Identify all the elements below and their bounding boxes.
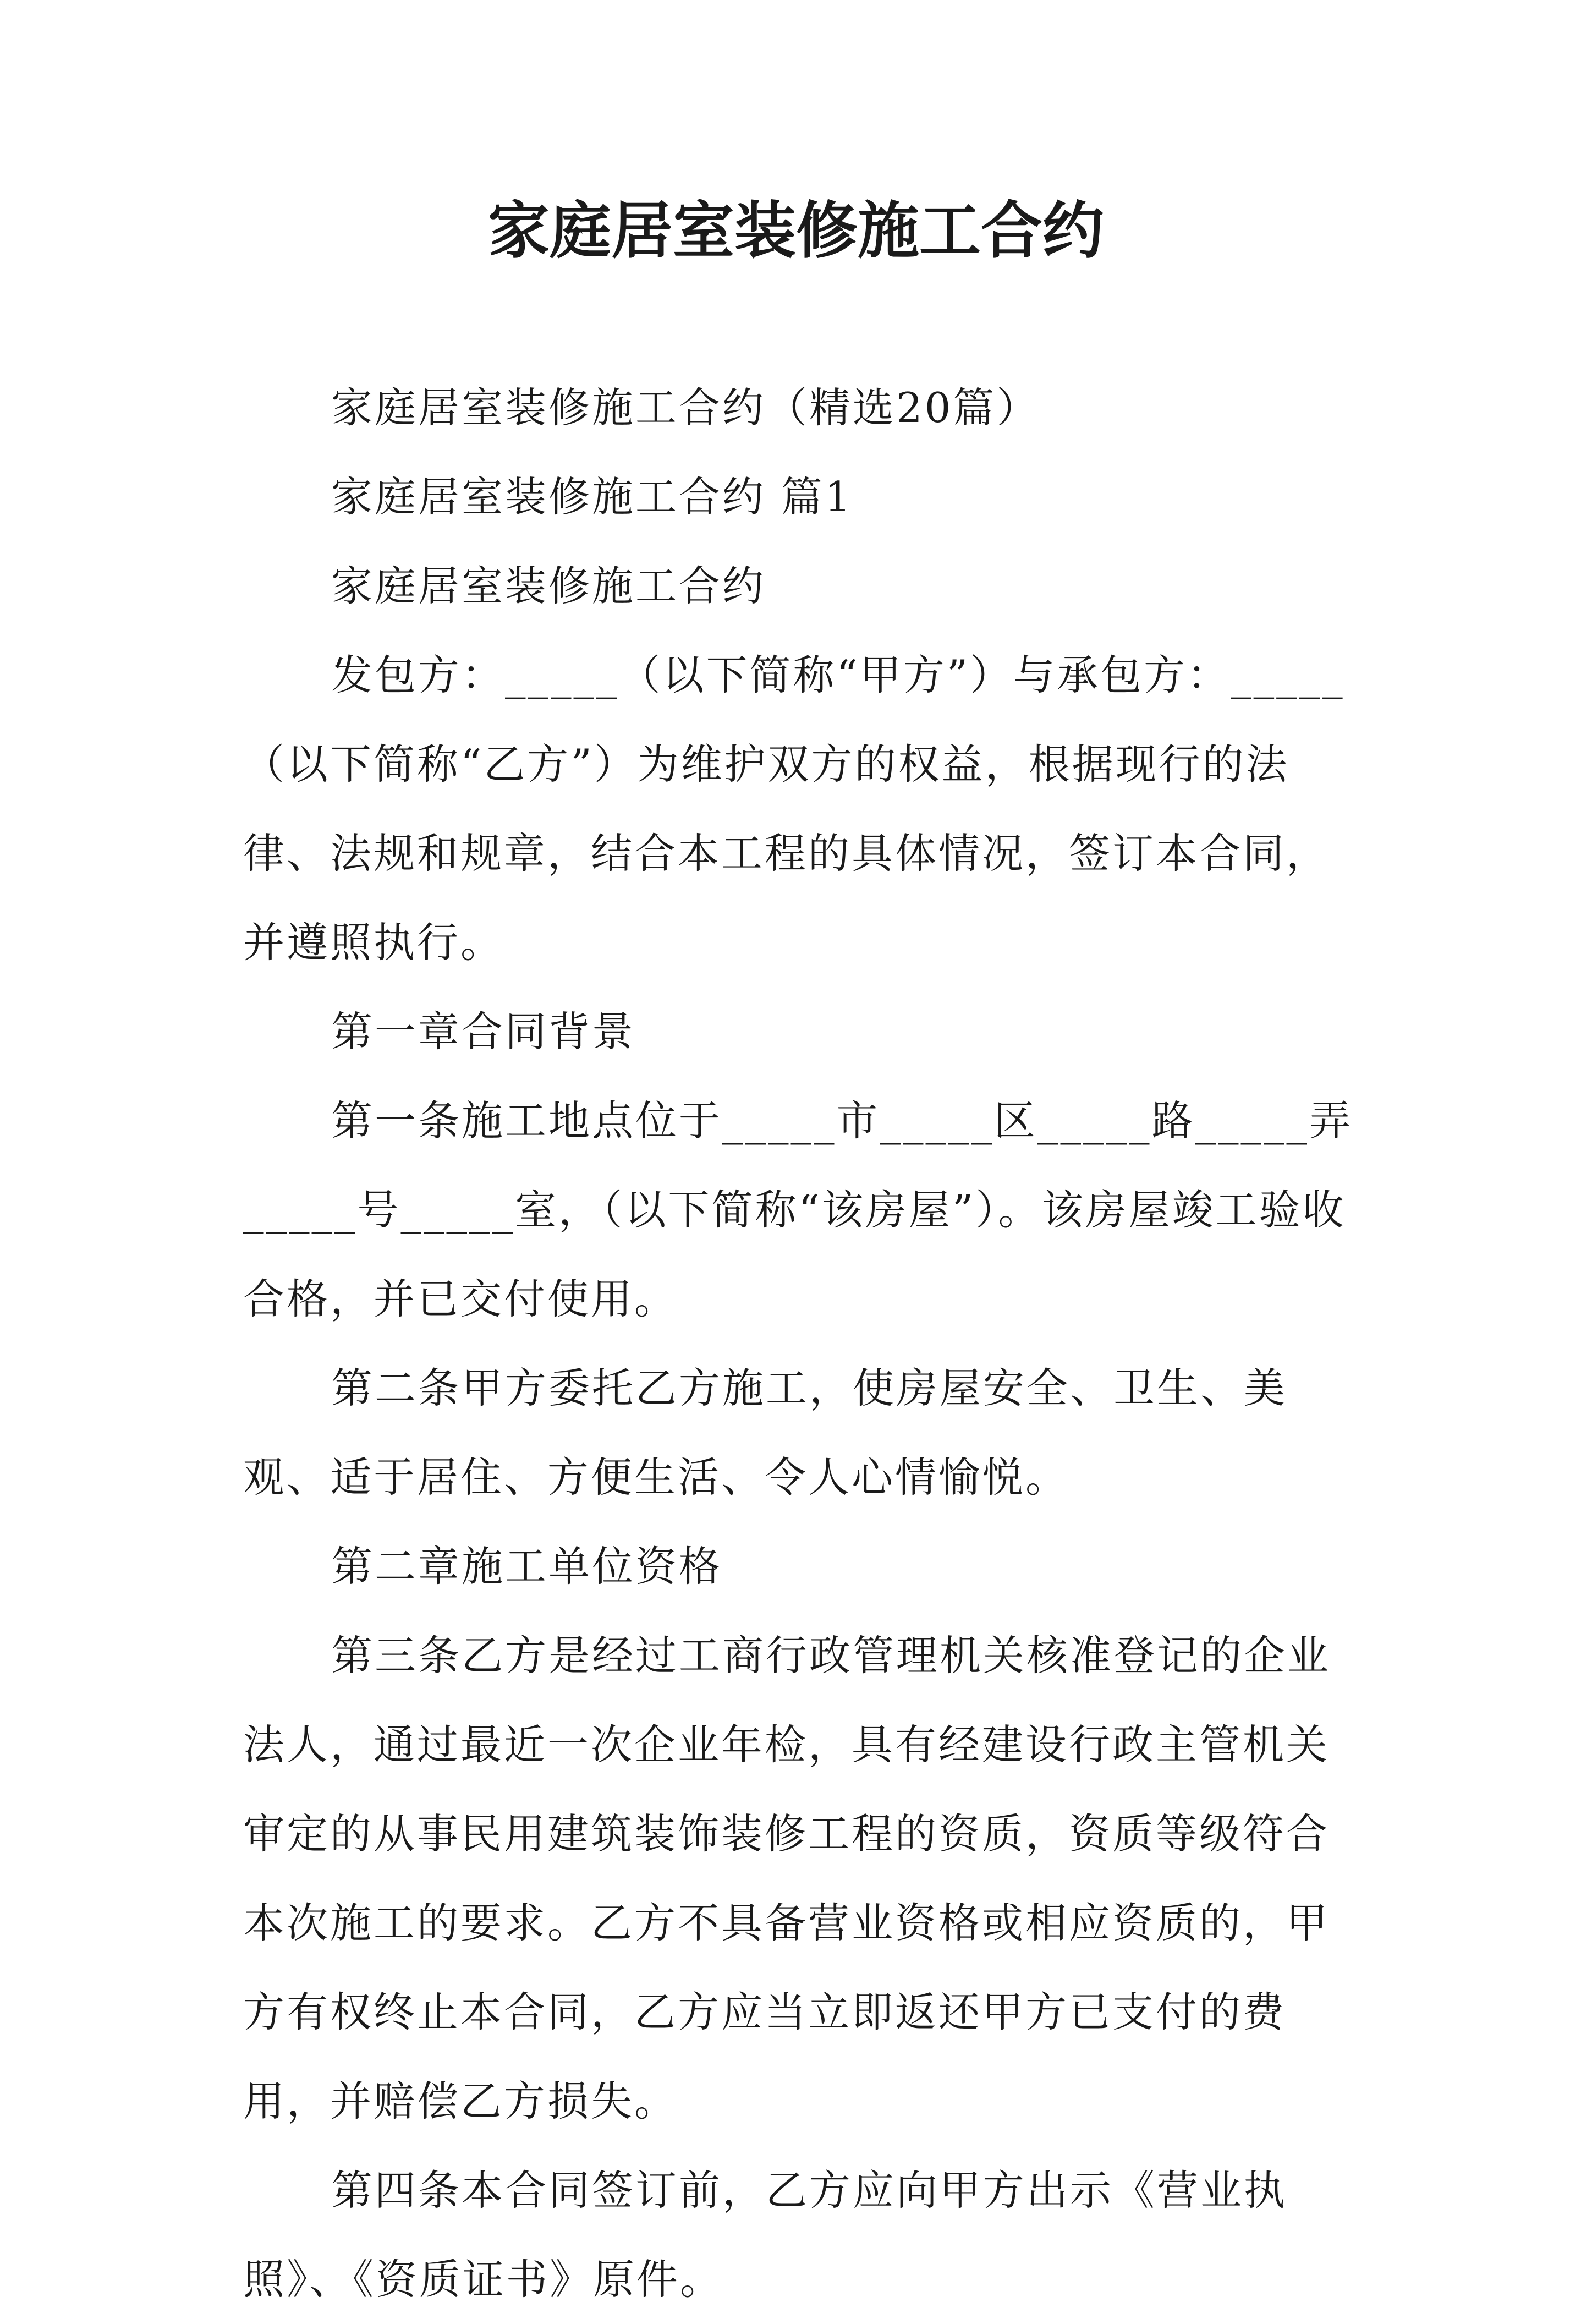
article-1: 第一条施工地点位于_____市_____区_____路_____弄_____号_____室，（以下简称“该房屋”）。该房屋竣工验收合格，并已交付使用。 bbox=[243, 1097, 1353, 1323]
article-3: 第三条乙方是经过工商行政管理机关核准登记的企业法人，通过最近一次企业年检，具有经建设行政主管机关审定的从事民用建筑装饰装修工程的资质，资质等级符合本次施工的要求。乙方不具备营业资格或相应资质的，甲方有权终止本合同，乙方应当立即返还甲方已支付的费用，并赔偿乙方损失。 bbox=[243, 1631, 1331, 2125]
paragraph-contract-name: 家庭居室装修施工合约 bbox=[331, 562, 766, 610]
paragraph-collection-heading: 家庭居室装修施工合约（精选20篇） bbox=[331, 383, 1040, 432]
article-4: 第四条本合同签订前，乙方应向甲方出示《营业执照》、《资质证书》原件。 bbox=[243, 2166, 1288, 2304]
document-title: 家庭居室装修施工合约 bbox=[488, 195, 1104, 267]
article-2: 第二条甲方委托乙方施工，使房屋安全、卫生、美观、适于居住、方便生活、令人心情愉悦。 bbox=[243, 1364, 1288, 1501]
paragraph-parties: 发包方：_____（以下简称“甲方”）与承包方：_____（以下简称“乙方”）为维护双方的权益，根据现行的法律、法规和规章，结合本工程的具体情况，签订本合同，并遵照执行。 bbox=[243, 651, 1345, 967]
document-body bbox=[243, 363, 1363, 2324]
paragraph-part-heading: 家庭居室装修施工合约 篇1 bbox=[331, 473, 853, 521]
chapter-heading-1: 第一章合同背景 bbox=[331, 1007, 636, 1056]
chapter-heading-2: 第二章施工单位资格 bbox=[331, 1542, 723, 1591]
